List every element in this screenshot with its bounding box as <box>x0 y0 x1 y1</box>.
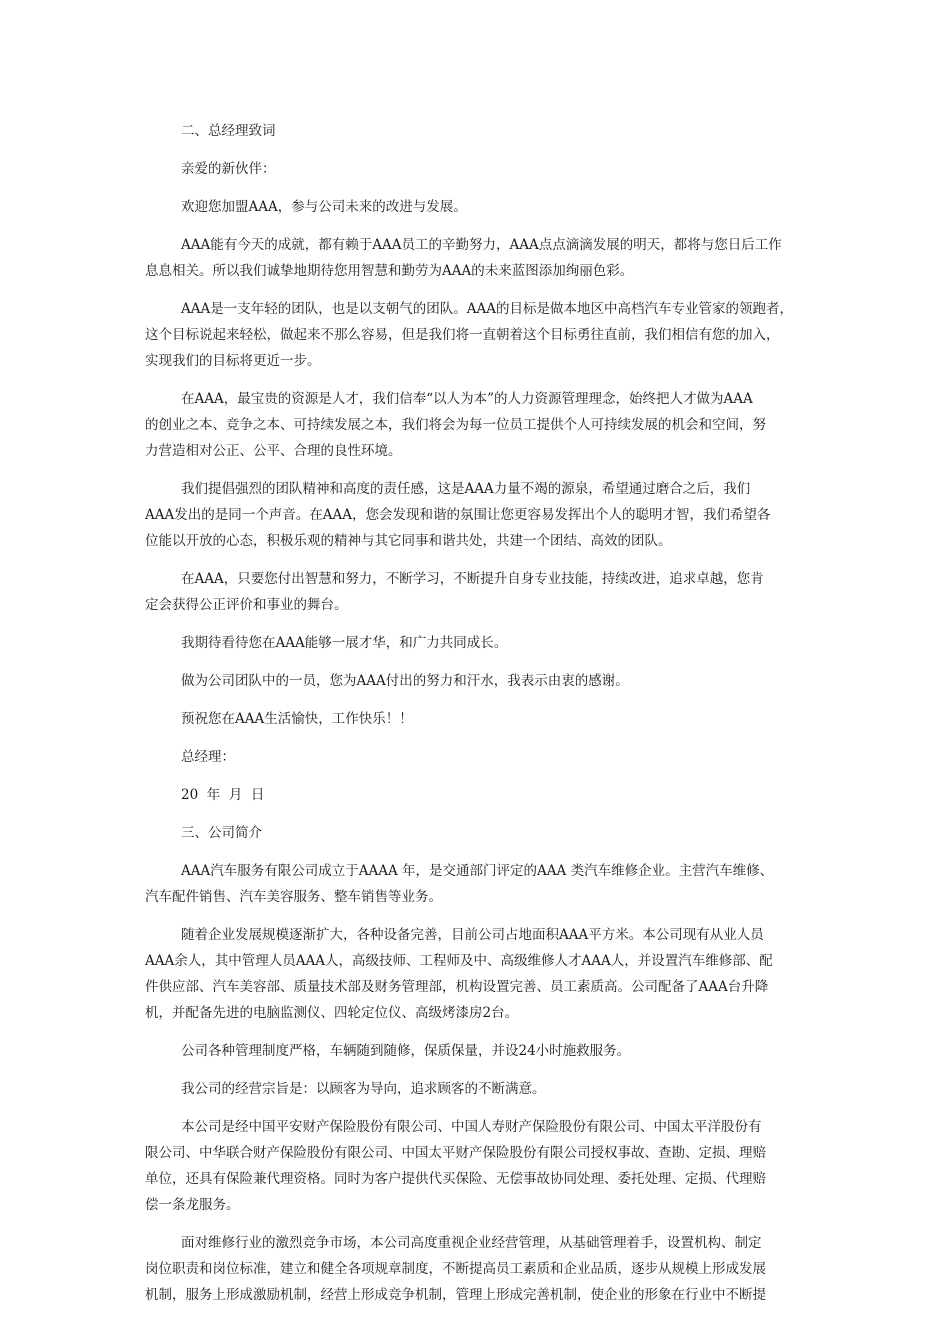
paragraph-line: 做为公司团队中的一员，您为AAA付出的努力和汗水，我表示由衷的感谢。 <box>181 673 629 689</box>
paragraph-line: 力营造相对公正、公平、合理的良性环境。 <box>145 443 402 459</box>
paragraph-line: 机，并配备先进的电脑监测仪、四轮定位仪、高级烤漆房2台。 <box>145 1005 519 1021</box>
paragraph-line: 欢迎您加盟AAA，参与公司未来的改进与发展。 <box>181 199 467 215</box>
paragraph-line: 本公司是经中国平安财产保险股份有限公司、中国人寿财产保险股份有限公司、中国太平洋股份有 <box>181 1119 762 1135</box>
section-heading <box>145 118 810 144</box>
body-paragraph <box>145 706 810 732</box>
paragraph-line: 息息相关。所以我们诚挚地期待您用智慧和勤劳为AAA的未来蓝图添加绚丽色彩。 <box>145 263 634 279</box>
paragraph-line: 这个目标说起来轻松，做起来不那么容易，但是我们将一直朝着这个目标勇往直前，我们相信有您的加入， <box>145 327 780 343</box>
body-paragraph <box>145 630 810 656</box>
paragraph-line: AAA是一支年轻的团队，也是以支朝气的团队。AAA的目标是做本地区中高档汽车专业管家的领跑者， <box>181 301 793 317</box>
paragraph-line: 限公司、中华联合财产保险股份有限公司、中国太平财产保险股份有限公司授权事故、查勘、定损、理赔 <box>145 1145 766 1161</box>
body-paragraph <box>145 922 810 1026</box>
date-line <box>145 782 810 808</box>
salutation-text: 亲爱的新伙伴： <box>181 161 276 177</box>
paragraph-line: 位能以开放的心态，积极乐观的精神与其它同事和谐共处，共建一个团结、高效的团队。 <box>145 533 672 549</box>
paragraph-line: 预祝您在AAA生活愉快，工作快乐！！ <box>181 711 413 727</box>
paragraph-line: 我期待看待您在AAA能够一展才华，和广力共同成长。 <box>181 635 508 651</box>
signature-label: 总经理： <box>181 749 235 765</box>
signature-line <box>145 744 810 770</box>
body-paragraph <box>145 296 810 374</box>
welcome-paragraph <box>145 194 810 220</box>
paragraph-line: 公司各种管理制度严格，车辆随到随修，保质保量，并设24小时施救服务。 <box>181 1043 631 1059</box>
body-paragraph <box>145 1230 810 1308</box>
paragraph-line: 单位，还具有保险兼代理资格。同时为客户提供代买保险、无偿事故协同处理、委托处理、定损、代理赔 <box>145 1171 766 1187</box>
body-paragraph <box>145 232 810 284</box>
body-paragraph <box>145 668 810 694</box>
section-heading <box>145 820 810 846</box>
paragraph-line: 实现我们的目标将更近一步。 <box>145 353 321 369</box>
paragraph-line: 机制，服务上形成激励机制，经营上形成竞争机制，管理上形成完善机制，使企业的形象在行业中不断提 <box>145 1287 766 1303</box>
heading-text: 二、总经理致词 <box>181 123 276 139</box>
body-paragraph <box>145 1038 810 1064</box>
paragraph-line: 我们提倡强烈的团队精神和高度的责任感，这是AAA力量不竭的源泉，希望通过磨合之后，我们 <box>181 481 751 497</box>
body-paragraph <box>145 386 810 464</box>
body-paragraph <box>145 476 810 554</box>
body-paragraph <box>145 858 810 910</box>
paragraph-line: 件供应部、汽车美容部、质量技术部及财务管理部，机构设置完善、员工素质高。公司配备了AAA台升降 <box>145 979 769 995</box>
heading-text: 三、公司简介 <box>181 825 262 841</box>
paragraph-line: AAA能有今天的成就，都有赖于AAA员工的辛勤努力，AAA点点滴滴发展的明天，都将与您日后工作 <box>181 237 782 253</box>
date-text: 20 年 月 日 <box>181 787 265 803</box>
paragraph-line: 岗位职责和岗位标准，建立和健全各项规章制度，不断提高员工素质和企业品质，逐步从规模上形成发展 <box>145 1261 766 1277</box>
paragraph-line: AAA发出的是同一个声音。在AAA，您会发现和谐的氛围让您更容易发挥出个人的聪明才智，我们希望各 <box>145 507 771 523</box>
paragraph-line: 面对维修行业的激烈竞争市场，本公司高度重视企业经营管理，从基础管理着手，设置机构、制定 <box>181 1235 762 1251</box>
paragraph-line: 随着企业发展规模逐渐扩大，各种设备完善，目前公司占地面积AAA平方米。本公司现有从业人员 <box>181 927 764 943</box>
paragraph-line: 偿一条龙服务。 <box>145 1197 240 1213</box>
paragraph-line: 我公司的经营宗旨是：以顾客为导向，追求顾客的不断满意。 <box>181 1081 546 1097</box>
body-paragraph <box>145 1114 810 1218</box>
paragraph-line: 在AAA，只要您付出智慧和努力，不断学习，不断提升自身专业技能，持续改进，追求卓越，您肯 <box>181 571 764 587</box>
paragraph-line: 定会获得公正评价和事业的舞台。 <box>145 597 348 613</box>
paragraph-line: AAA余人，其中管理人员AAA人，高级技师、工程师及中、高级维修人才AAA人，并设置汽车维修部、配 <box>145 953 773 969</box>
document-page <box>145 118 810 1320</box>
paragraph-line: 汽车配件销售、汽车美容服务、整车销售等业务。 <box>145 889 442 905</box>
body-paragraph <box>145 1076 810 1102</box>
salutation <box>145 156 810 182</box>
body-paragraph <box>145 566 810 618</box>
paragraph-line: 的创业之本、竞争之本、可持续发展之本，我们将会为每一位员工提供个人可持续发展的机会和空间，努 <box>145 417 766 433</box>
paragraph-line: 在AAA，最宝贵的资源是人才，我们信奉“以人为本”的人力资源管理理念，始终把人才做为AAA <box>181 391 753 407</box>
paragraph-line: AAA汽车服务有限公司成立于AAAA 年，是交通部门评定的AAA 类汽车维修企业。主营汽车维修、 <box>181 863 774 879</box>
